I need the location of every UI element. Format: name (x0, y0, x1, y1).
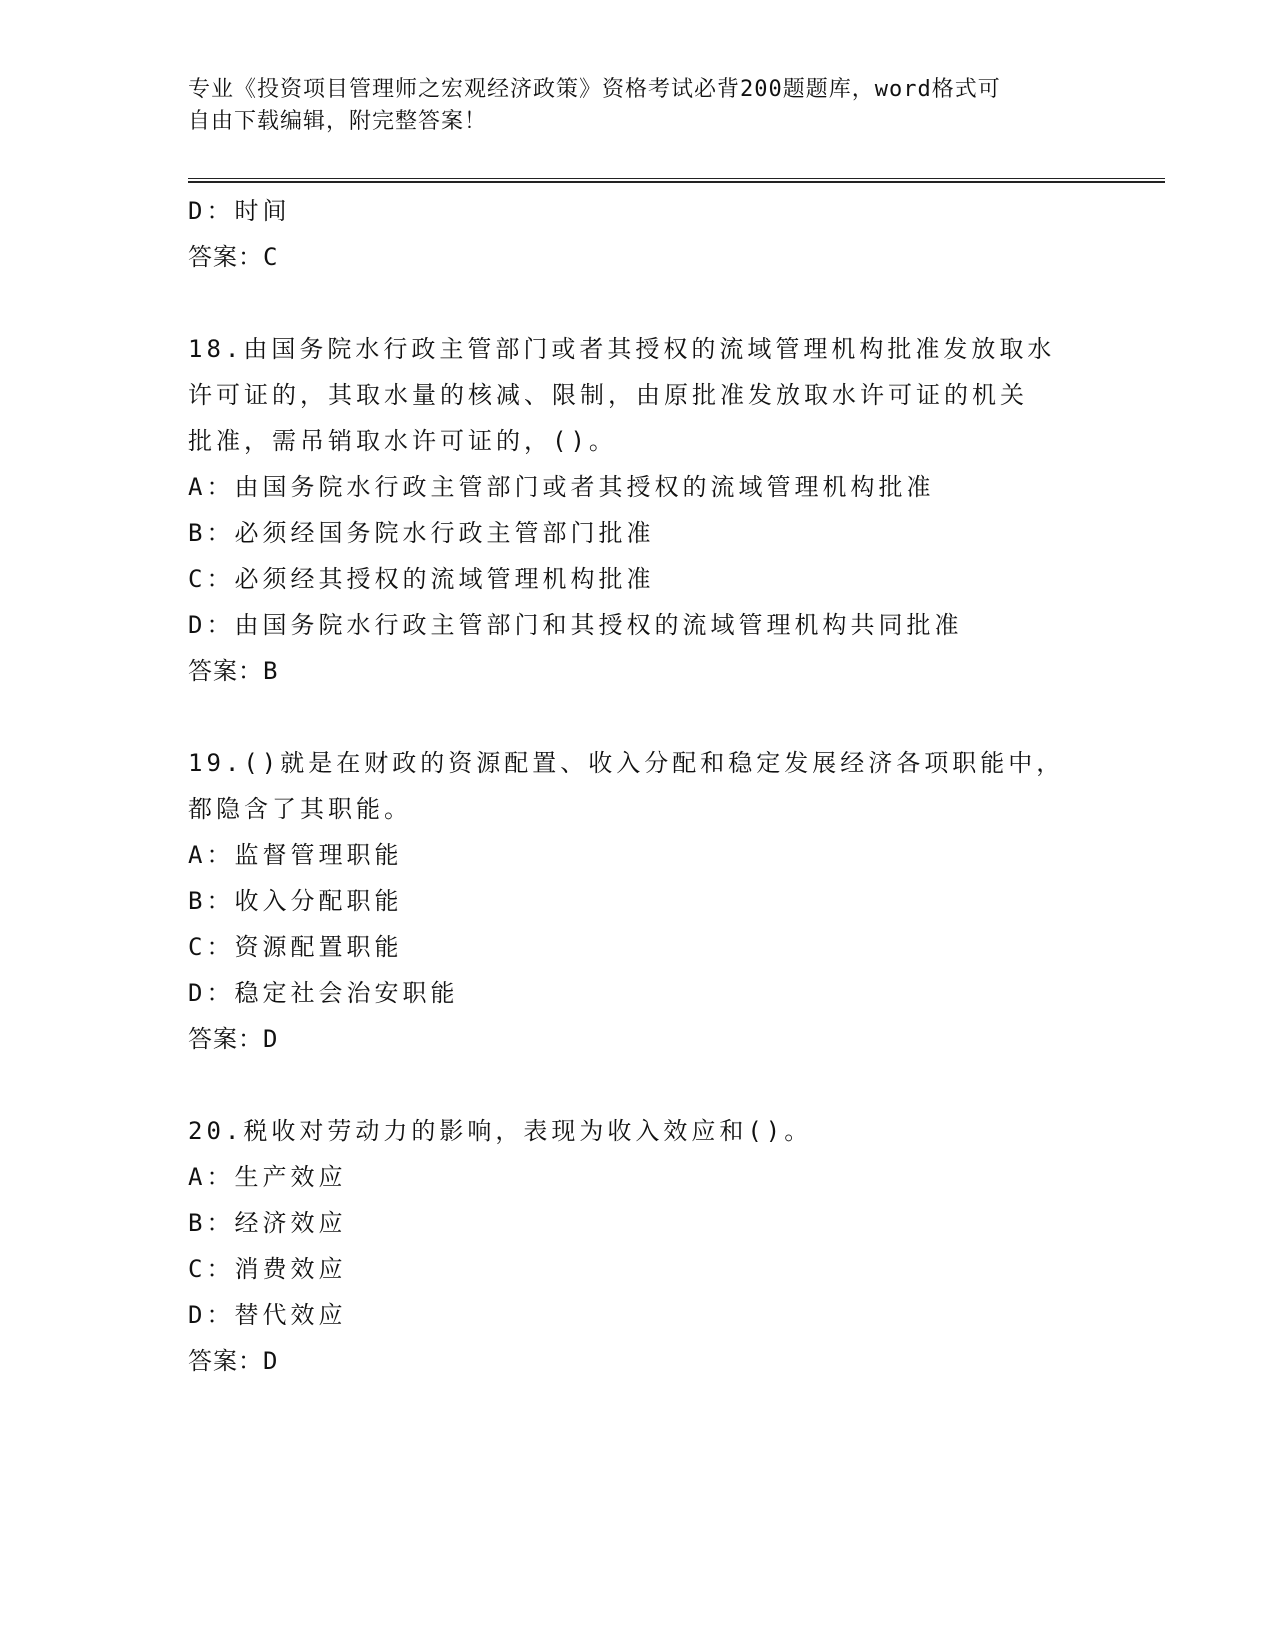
document-body (188, 188, 1088, 1384)
stem-line: 19.()就是在财政的资源配置、收入分配和稳定发展经济各项职能中， (188, 749, 1065, 777)
option-b: B：必须经国务院水行政主管部门批准 (188, 519, 655, 547)
stem-line: 18.由国务院水行政主管部门或者其授权的流域管理机构批准发放取水 (188, 335, 1056, 363)
question-answer (188, 648, 1088, 694)
stem-line: 批准，需吊销取水许可证的，()。 (188, 427, 617, 455)
question-19 (188, 740, 1088, 1062)
option-a: A：监督管理职能 (188, 841, 403, 869)
option-d: D：稳定社会治安职能 (188, 979, 459, 1007)
answer-value: D (263, 1347, 279, 1375)
question-stem (188, 740, 1088, 832)
question-20 (188, 1108, 1088, 1384)
option-b: B：收入分配职能 (188, 887, 403, 915)
question-stem (188, 326, 1088, 464)
stem-line: 20.税收对劳动力的影响，表现为收入效应和()。 (188, 1117, 813, 1145)
answer-value: D (263, 1025, 279, 1053)
question-18 (188, 326, 1088, 694)
answer-label: 答案： (188, 657, 263, 685)
prev-option-d: D：时间 (188, 197, 291, 225)
question-stem (188, 1108, 1088, 1154)
option-a: A：由国务院水行政主管部门或者其授权的流域管理机构批准 (188, 473, 935, 501)
option-a: A：生产效应 (188, 1163, 347, 1191)
answer-label: 答案： (188, 1025, 263, 1053)
option-d: D：由国务院水行政主管部门和其授权的流域管理机构共同批准 (188, 611, 963, 639)
document-header (188, 74, 1088, 138)
answer-label: 答案： (188, 1347, 263, 1375)
stem-line: 都隐含了其职能。 (188, 795, 412, 823)
option-d: D：替代效应 (188, 1301, 347, 1329)
option-c: C：必须经其授权的流域管理机构批准 (188, 565, 655, 593)
option-b: B：经济效应 (188, 1209, 347, 1237)
stem-line: 许可证的，其取水量的核减、限制，由原批准发放取水许可证的机关 (188, 381, 1028, 409)
option-c: C：消费效应 (188, 1255, 347, 1283)
prev-answer (188, 234, 1088, 280)
header-divider (188, 178, 1165, 183)
answer-label: 答案： (188, 243, 263, 271)
answer-value: B (263, 657, 279, 685)
header-line-2: 自由下载编辑，附完整答案！ (188, 109, 488, 134)
option-c: C：资源配置职能 (188, 933, 403, 961)
document-page (188, 0, 1168, 1650)
question-answer (188, 1338, 1088, 1384)
answer-value: C (263, 243, 279, 271)
header-line-1: 专业《投资项目管理师之宏观经济政策》资格考试必背200题题库，word格式可 (188, 77, 1001, 102)
question-answer (188, 1016, 1088, 1062)
